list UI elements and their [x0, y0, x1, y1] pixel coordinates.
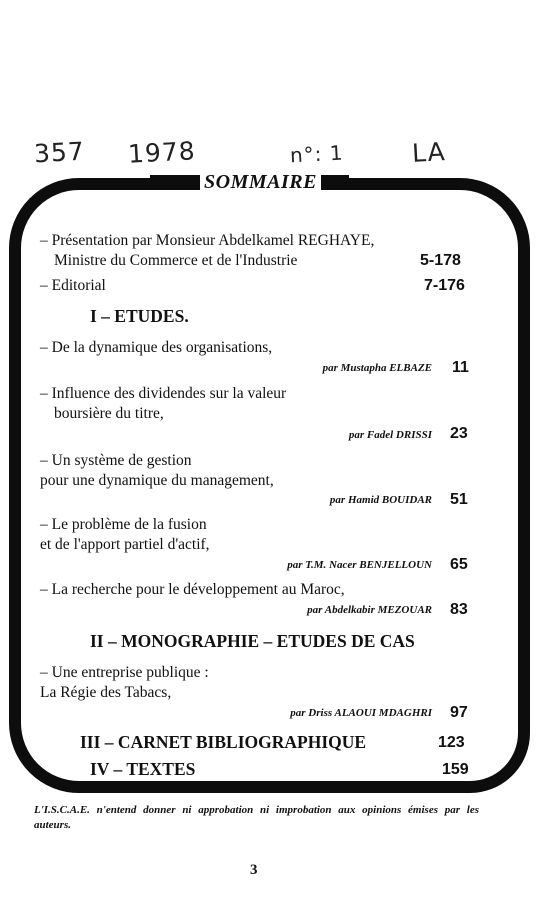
- page-title: SOMMAIRE: [200, 171, 321, 194]
- toc-item6-title-line2: La Régie des Tabacs,: [40, 684, 172, 701]
- handwritten-note-code: LA: [411, 137, 447, 168]
- toc-item1-title: – De la dynamique des organisations,: [40, 339, 273, 356]
- toc-presentation-line1: – Présentation par Monsieur Abdelkamel REGHAYE,: [40, 232, 375, 249]
- toc-item4-title-line2: et de l'apport partiel d'actif,: [40, 536, 210, 553]
- toc-item4-author: par T.M. Nacer BENJELLOUN: [287, 559, 432, 571]
- toc-item2-title-line1: – Influence des dividendes sur la valeur: [40, 385, 287, 402]
- toc-item6-author: par Driss ALAOUI MDAGHRI: [290, 707, 432, 719]
- toc-item3-title-line1: – Un système de gestion: [40, 452, 192, 469]
- section-heading-monographie: II – MONOGRAPHIE – ETUDES DE CAS: [90, 631, 415, 651]
- section-heading-etudes: I – ETUDES.: [90, 306, 189, 326]
- toc-item5-author: par Abdelkabir MEZOUAR: [307, 604, 432, 616]
- page-number: 3: [250, 862, 258, 878]
- handwritten-note-number: 357: [33, 136, 86, 169]
- toc-item2-page: 23: [450, 425, 468, 442]
- toc-item1-author: par Mustapha ELBAZE: [322, 362, 432, 374]
- toc-item1-page: 11: [452, 359, 469, 376]
- toc-item4-title-line1: – Le problème de la fusion: [40, 516, 207, 533]
- section-heading-textes: IV – TEXTES: [90, 759, 196, 779]
- title-banner: [150, 168, 380, 196]
- title-bar-left: [150, 175, 200, 189]
- toc-item5-title: – La recherche pour le développement au Maroc,: [40, 581, 345, 598]
- toc-item2-author: par Fadel DRISSI: [348, 429, 432, 441]
- handwritten-note-issue: n°: 1: [289, 140, 345, 168]
- section-heading-carnet: III – CARNET BIBLIOGRAPHIQUE: [80, 732, 367, 752]
- handwritten-note-year: 1978: [127, 136, 197, 169]
- disclaimer-note: L'I.S.C.A.E. n'entend donner ni approbation ni improbation aux opinions émises par les auteurs.: [34, 804, 479, 831]
- toc-presentation-line2: Ministre du Commerce et de l'Industrie: [54, 252, 298, 269]
- toc-item2-title-line2: boursière du titre,: [54, 405, 164, 422]
- toc-item6-title-line1: – Une entreprise publique :: [40, 664, 209, 681]
- toc-item4-page: 65: [450, 556, 468, 573]
- toc-item3-author: par Hamid BOUIDAR: [329, 494, 432, 506]
- toc-item3-page: 51: [450, 491, 468, 508]
- toc-section3-page: 123: [438, 734, 465, 751]
- toc-presentation-page: 5-178: [420, 252, 461, 269]
- toc-section4-page: 159: [442, 761, 469, 778]
- toc-editorial-page: 7-176: [424, 277, 465, 294]
- toc-item5-page: 83: [450, 601, 468, 618]
- title-bar-right: [321, 175, 349, 189]
- toc-editorial: – Editorial: [40, 277, 106, 294]
- toc-item3-title-line2: pour une dynamique du management,: [40, 472, 274, 489]
- toc-item6-page: 97: [450, 704, 468, 721]
